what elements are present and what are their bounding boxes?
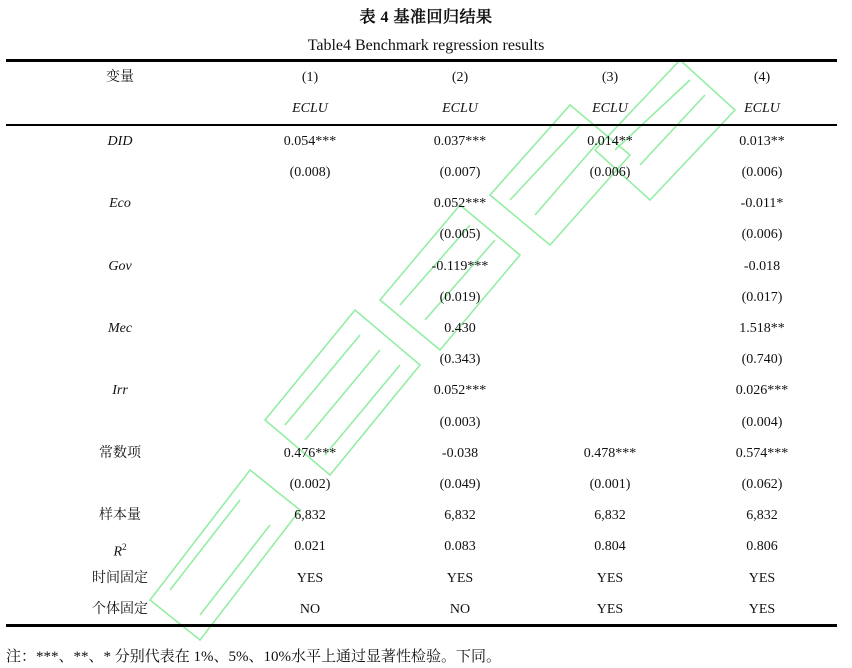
- row-label: Mec: [107, 321, 133, 336]
- stat-cell: 0.083: [444, 539, 476, 554]
- table-title-english: Table4 Benchmark regression results: [307, 37, 545, 54]
- standard-error-cell: (0.006): [741, 165, 783, 180]
- standard-error-cell: (0.006): [589, 165, 631, 180]
- standard-error-cell: (0.001): [589, 477, 631, 492]
- stat-cell: YES: [296, 571, 324, 586]
- coefficient-cell: 0.014**: [587, 134, 633, 149]
- stat-cell: 6,832: [746, 508, 778, 523]
- stat-cell: 0.804: [594, 539, 626, 554]
- coefficient-cell: 0.052***: [433, 383, 487, 398]
- row-label: [40, 538, 200, 562]
- coefficient-cell: 0.430: [444, 321, 476, 336]
- row-label: Gov: [108, 259, 132, 274]
- stat-cell: NO: [299, 602, 321, 617]
- header-rule: [6, 124, 837, 126]
- stat-cell: YES: [596, 571, 624, 586]
- row-label: DID: [107, 134, 133, 149]
- coefficient-cell: 0.013**: [739, 134, 785, 149]
- top-rule: [6, 59, 837, 62]
- coefficient-cell: -0.119***: [431, 259, 489, 274]
- standard-error-cell: (0.019): [439, 290, 481, 305]
- stat-cell: YES: [446, 571, 474, 586]
- coefficient-cell: -0.038: [441, 446, 479, 461]
- dependent-variable-4: ECLU: [744, 101, 780, 116]
- coefficient-cell: 0.026***: [735, 383, 789, 398]
- standard-error-cell: (0.006): [741, 227, 783, 242]
- stat-cell: YES: [748, 571, 776, 586]
- standard-error-cell: (0.002): [289, 477, 331, 492]
- standard-error-cell: (0.005): [439, 227, 481, 242]
- dependent-variable-1: ECLU: [292, 101, 328, 116]
- stat-cell: YES: [596, 602, 624, 617]
- row-label: 时间固定: [92, 571, 148, 586]
- standard-error-cell: (0.017): [741, 290, 783, 305]
- coefficient-cell: 0.052***: [433, 196, 487, 211]
- dependent-variable-3: ECLU: [592, 101, 628, 116]
- coefficient-cell: -0.018: [743, 259, 781, 274]
- coefficient-cell: 1.518**: [739, 321, 785, 336]
- standard-error-cell: (0.003): [439, 415, 481, 430]
- row-label: 个体固定: [92, 602, 148, 617]
- coefficient-cell: 0.478***: [583, 446, 637, 461]
- coefficient-cell: 0.037***: [433, 134, 487, 149]
- coefficient-cell: -0.011*: [740, 196, 784, 211]
- column-header-variable: 变量: [106, 70, 134, 85]
- table-note: 注：***、**、* 分别代表在 1%、5%、10%水平上通过显著性检验。下同。: [6, 649, 501, 665]
- r-squared-exponent: 2: [122, 542, 127, 552]
- coefficient-cell: 0.476***: [283, 446, 337, 461]
- column-header-4: (4): [753, 70, 771, 85]
- stat-cell: 0.021: [294, 539, 326, 554]
- row-label: 常数项: [99, 446, 141, 461]
- dependent-variable-2: ECLU: [442, 101, 478, 116]
- standard-error-cell: (0.062): [741, 477, 783, 492]
- stat-cell: 6,832: [294, 508, 326, 523]
- stat-cell: 6,832: [594, 508, 626, 523]
- r-symbol: R: [113, 544, 123, 560]
- bottom-rule: [6, 624, 837, 627]
- stat-cell: 0.806: [746, 539, 778, 554]
- column-header-1: (1): [301, 70, 319, 85]
- column-header-2: (2): [451, 70, 469, 85]
- standard-error-cell: (0.007): [439, 165, 481, 180]
- stat-cell: YES: [748, 602, 776, 617]
- stat-cell: NO: [449, 602, 471, 617]
- standard-error-cell: (0.049): [439, 477, 481, 492]
- row-label: Irr: [112, 383, 128, 398]
- standard-error-cell: (0.343): [439, 352, 481, 367]
- row-label: 样本量: [99, 508, 141, 523]
- row-label: Eco: [109, 196, 131, 211]
- standard-error-cell: (0.004): [741, 415, 783, 430]
- standard-error-cell: (0.740): [741, 352, 783, 367]
- coefficient-cell: 0.054***: [283, 134, 337, 149]
- coefficient-cell: 0.574***: [735, 446, 789, 461]
- table-title-chinese: 表 4 基准回归结果: [359, 9, 493, 26]
- column-header-3: (3): [601, 70, 619, 85]
- stat-cell: 6,832: [444, 508, 476, 523]
- standard-error-cell: (0.008): [289, 165, 331, 180]
